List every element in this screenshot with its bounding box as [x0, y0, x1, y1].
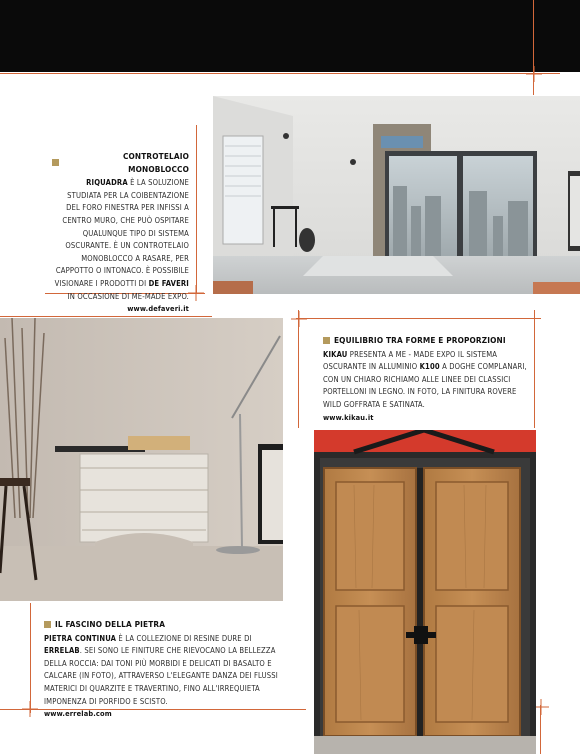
header-band — [0, 0, 580, 72]
wooden-shutter-door-photo — [314, 430, 536, 754]
article-body: PIETRA CONTINUA È LA COLLEZIONE DI RESINE DURE DI ERRELAB. SEI SONO LE FINITURE CHE RIEVOCANO LA BELLEZZA DELLA ROCCIA: DAI TONI PIÙ MORBIDI E DELICATI DI BASALTO E CALCARE (IN FOTO), ATTRAVERSO L'ELEGANTE DANZA DEI FLUSSI MATERICI DI QUARZITE E TRAVERTINO, FINO ALL'IRREQUIETA IMPONENZA DI PORFIDO E SCISTO. — [44, 633, 278, 706]
article-url[interactable]: www.defaveri.it — [127, 304, 189, 314]
divider-rule — [196, 125, 197, 293]
article-pietra — [44, 618, 284, 721]
divider-rule — [298, 310, 299, 428]
article-equilibrio — [323, 334, 530, 424]
article-controtelaio — [52, 150, 189, 316]
divider-rule — [0, 73, 560, 74]
article-body: KIKAU PRESENTA A ME - MADE EXPO IL SISTEMA OSCURANTE IN ALLUMINIO K100 A DOGHE COMPLANARI, CON UN CHIARO RICHIAMO ALLE LINEE DEI CLASSICI PORTELLONI IN LEGNO. IN FOTO, LA FINITURA ROVERE WILD GOFFRATA E SATINATA. — [323, 349, 527, 409]
bullet-square-icon — [52, 159, 59, 166]
article-title: EQUILIBRIO TRA FORME E PROPORZIONI — [323, 334, 530, 347]
article-body: RIQUADRA È LA SOLUZIONE STUDIATA PER LA COIBENTAZIONE DEL FORO FINESTRA PER INFISSI A CENTRO MURO, CHE PUÒ OSPITARE QUALUNQUE TIPO DI SISTEMA OSCURANTE. È UN CONTROTELAIO MONOBLOCCO A RASARE, PER CAPPOTTO O INTONACO. È POSSIBILE VISIONARE I PRODOTTI DI DE FAVERI IN OCCASIONE DI ME-MADE EXPO. — [54, 178, 189, 301]
crop-mark-icon — [291, 311, 307, 327]
bullet-square-icon — [44, 621, 51, 628]
article-title: CONTROTELAIO MONOBLOCCO — [52, 150, 189, 175]
article-url[interactable]: www.kikau.it — [323, 412, 374, 422]
crop-mark-icon — [526, 66, 542, 82]
article-title: IL FASCINO DELLA PIETRA — [44, 618, 284, 631]
crop-mark-icon — [188, 285, 204, 301]
crop-mark-icon — [22, 701, 38, 717]
divider-rule — [534, 310, 535, 428]
divider-rule — [30, 603, 31, 713]
room-window-photo — [213, 96, 580, 294]
bullet-square-icon — [323, 337, 330, 344]
divider-rule — [296, 318, 541, 319]
stone-chest-photo — [0, 318, 283, 601]
article-url[interactable]: www.errelab.com — [44, 709, 112, 719]
divider-rule — [0, 316, 212, 317]
